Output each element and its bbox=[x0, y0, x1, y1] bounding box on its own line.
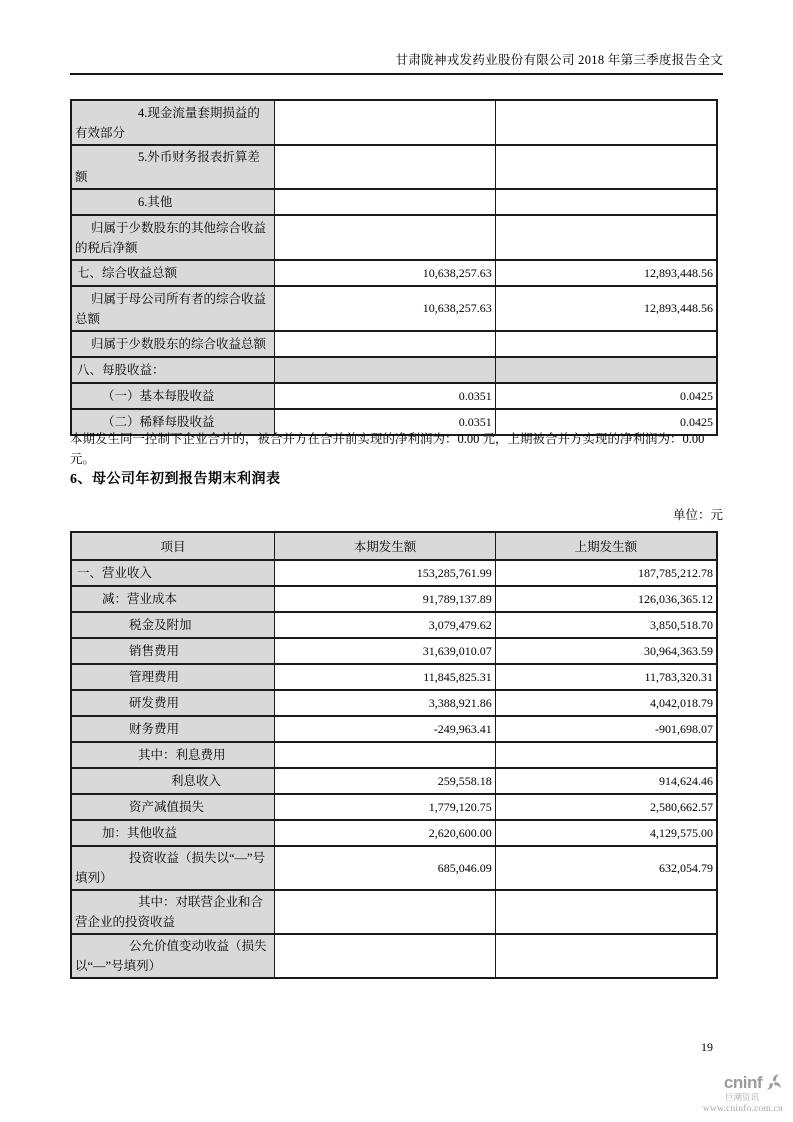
prior-amount bbox=[495, 189, 717, 215]
row-label: 资产减值损失 bbox=[129, 800, 205, 814]
current-amount: 1,779,120.75 bbox=[275, 794, 496, 820]
parent-company-income-statement-table bbox=[70, 531, 718, 979]
table-row bbox=[71, 690, 717, 716]
table-row bbox=[71, 638, 717, 664]
prior-amount: 187,785,212.78 bbox=[495, 560, 717, 586]
row-label: 4.现金流量套期损益的有效部分 bbox=[75, 105, 260, 140]
section-title: 6、母公司年初到报告期末利润表 bbox=[70, 472, 281, 487]
row-label: 利息收入 bbox=[171, 774, 222, 788]
row-label: 八、每股收益： bbox=[77, 363, 165, 377]
current-amount: 2,620,600.00 bbox=[275, 820, 496, 846]
prior-amount: 914,624.46 bbox=[495, 768, 717, 794]
row-label: 税金及附加 bbox=[129, 618, 192, 632]
prior-amount: 3,850,518.70 bbox=[495, 612, 717, 638]
table-row bbox=[71, 331, 717, 357]
row-label: 财务费用 bbox=[129, 722, 180, 736]
prior-amount bbox=[495, 145, 717, 189]
current-amount: 31,639,010.07 bbox=[275, 638, 496, 664]
header-divider bbox=[70, 73, 723, 75]
prior-amount: 632,054.79 bbox=[495, 846, 717, 890]
cninfo-logo-text: cninf bbox=[723, 1072, 762, 1092]
table-row bbox=[71, 890, 717, 934]
prior-amount: 11,783,320.31 bbox=[495, 664, 717, 690]
current-amount: 259,558.18 bbox=[275, 768, 496, 794]
prior-amount bbox=[495, 890, 717, 934]
current-amount bbox=[275, 742, 496, 768]
row-label: 6.其他 bbox=[138, 195, 173, 209]
current-amount: 11,845,825.31 bbox=[275, 664, 496, 690]
row-label: 研发费用 bbox=[129, 696, 180, 710]
table-row bbox=[71, 768, 717, 794]
table-row bbox=[71, 820, 717, 846]
current-amount: 3,079,479.62 bbox=[275, 612, 496, 638]
prior-amount bbox=[495, 100, 717, 145]
page-number: 19 bbox=[701, 1040, 713, 1054]
table-row bbox=[71, 742, 717, 768]
row-label: 加：其他收益 bbox=[102, 826, 178, 840]
current-amount bbox=[275, 145, 496, 189]
prior-amount: 4,042,018.79 bbox=[495, 690, 717, 716]
table-row bbox=[71, 215, 717, 260]
current-amount: 0.0351 bbox=[275, 409, 496, 435]
current-amount bbox=[275, 934, 496, 978]
table-row bbox=[71, 664, 717, 690]
row-label: （一）基本每股收益 bbox=[102, 389, 215, 403]
table-row bbox=[71, 794, 717, 820]
row-label: 归属于少数股东的其他综合收益的税后净额 bbox=[75, 220, 267, 255]
page-header-title: 甘肃陇神戎发药业股份有限公司 2018 年第三季度报告全文 bbox=[395, 53, 723, 67]
current-amount: 685,046.09 bbox=[275, 846, 496, 890]
table-row bbox=[71, 145, 717, 189]
current-amount: 10,638,257.63 bbox=[275, 286, 496, 331]
cninfo-logo-url: www.cninfo.com.cn bbox=[702, 1103, 783, 1114]
row-label: 公允价值变动收益（损失以“—”号填列） bbox=[75, 939, 267, 973]
cninfo-swirl-icon bbox=[763, 1072, 783, 1092]
table-row bbox=[71, 560, 717, 586]
prior-amount bbox=[495, 215, 717, 260]
current-amount: 3,388,921.86 bbox=[275, 690, 496, 716]
column-header-item: 项目 bbox=[71, 532, 275, 560]
cninfo-logo-caption: 巨潮资讯 bbox=[724, 1092, 759, 1102]
prior-amount: 0.0425 bbox=[495, 383, 717, 409]
prior-amount: 0.0425 bbox=[495, 409, 717, 435]
prior-amount bbox=[495, 331, 717, 357]
current-amount: 0.0351 bbox=[275, 383, 496, 409]
row-label: 其中：对联营企业和合营企业的投资收益 bbox=[75, 895, 264, 929]
current-amount bbox=[275, 189, 496, 215]
row-label: 销售费用 bbox=[129, 644, 180, 658]
prior-amount: 12,893,448.56 bbox=[495, 260, 717, 286]
cninfo-logo bbox=[673, 1072, 783, 1114]
current-amount: 10,638,257.63 bbox=[275, 260, 496, 286]
prior-amount: 30,964,363.59 bbox=[495, 638, 717, 664]
prior-amount bbox=[495, 357, 717, 383]
prior-amount bbox=[495, 934, 717, 978]
current-amount bbox=[275, 331, 496, 357]
current-amount bbox=[275, 357, 496, 383]
row-label: 归属于少数股东的综合收益总额 bbox=[91, 337, 267, 351]
comprehensive-income-table bbox=[70, 99, 718, 436]
prior-amount: 126,036,365.12 bbox=[495, 586, 717, 612]
row-label: 一、营业收入 bbox=[77, 566, 153, 580]
table-row bbox=[71, 612, 717, 638]
row-label: 归属于母公司所有者的综合收益总额 bbox=[75, 291, 267, 326]
table-row bbox=[71, 383, 717, 409]
row-label: 七、综合收益总额 bbox=[77, 266, 178, 280]
prior-amount bbox=[495, 742, 717, 768]
current-amount bbox=[275, 215, 496, 260]
row-label: （二）稀释每股收益 bbox=[102, 415, 215, 429]
row-label: 减：营业成本 bbox=[102, 592, 178, 606]
prior-amount: 12,893,448.56 bbox=[495, 286, 717, 331]
current-amount bbox=[275, 100, 496, 145]
row-label: 其中：利息费用 bbox=[138, 748, 226, 762]
table-header-row bbox=[71, 532, 717, 560]
current-amount: 91,789,137.89 bbox=[275, 586, 496, 612]
table-row bbox=[71, 586, 717, 612]
table-row bbox=[71, 189, 717, 215]
current-amount: 153,285,761.99 bbox=[275, 560, 496, 586]
table-row bbox=[71, 357, 717, 383]
column-header-current: 本期发生额 bbox=[275, 532, 496, 560]
table-row bbox=[71, 100, 717, 145]
merger-note: 本期发生同一控制下企业合并的，被合并方在合并前实现的净利润为：0.00 元，上期被合并方实现的净利润为：0.00 元。 bbox=[70, 432, 705, 466]
prior-amount: -901,698.07 bbox=[495, 716, 717, 742]
prior-amount: 4,129,575.00 bbox=[495, 820, 717, 846]
table-row bbox=[71, 934, 717, 978]
table-row bbox=[71, 286, 717, 331]
table-row bbox=[71, 846, 717, 890]
row-label: 投资收益（损失以“—”号填列） bbox=[75, 851, 266, 885]
row-label: 5.外币财务报表折算差额 bbox=[75, 150, 260, 184]
table-row bbox=[71, 716, 717, 742]
row-label: 管理费用 bbox=[129, 670, 180, 684]
table-row bbox=[71, 260, 717, 286]
column-header-prior: 上期发生额 bbox=[495, 532, 717, 560]
current-amount: -249,963.41 bbox=[275, 716, 496, 742]
prior-amount: 2,580,662.57 bbox=[495, 794, 717, 820]
current-amount bbox=[275, 890, 496, 934]
unit-label: 单位：元 bbox=[672, 508, 723, 522]
